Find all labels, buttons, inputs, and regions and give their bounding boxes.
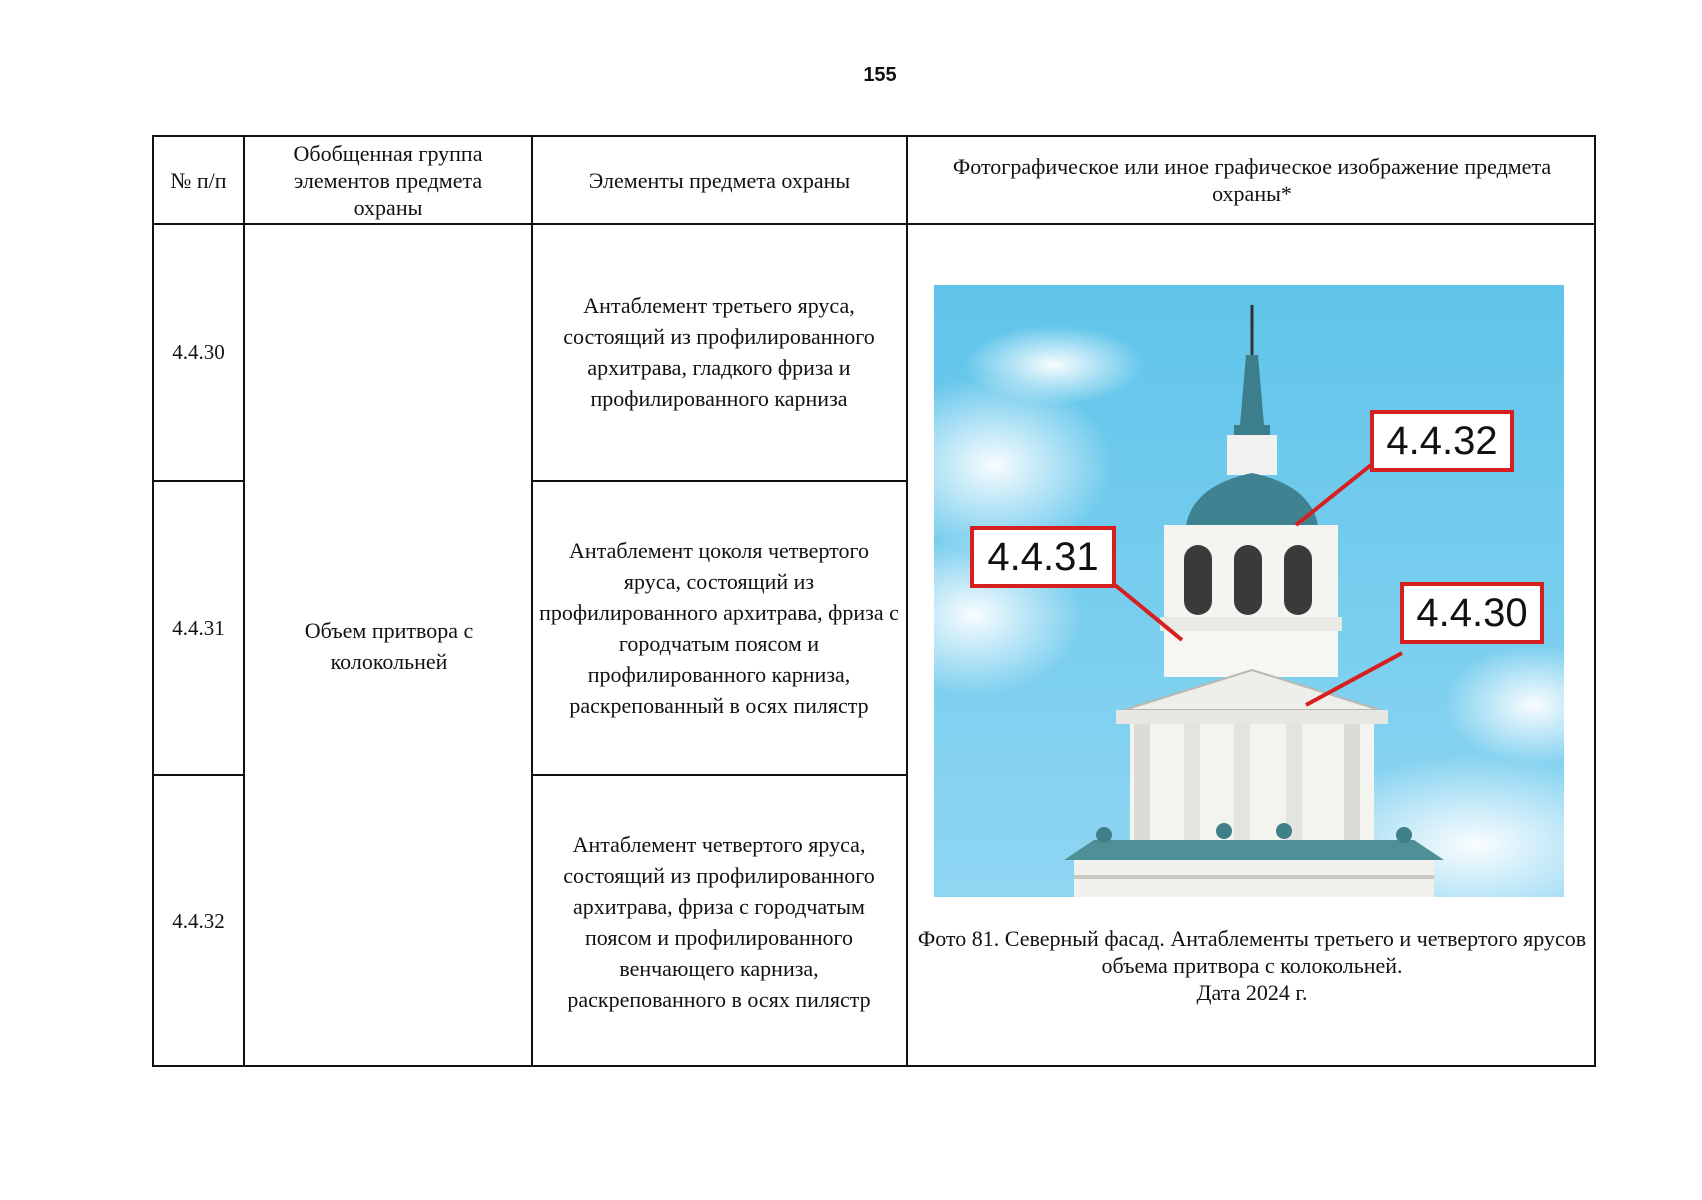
callout-label: 4.4.31 xyxy=(970,526,1116,588)
column-divider xyxy=(243,137,245,1065)
photo-caption xyxy=(906,925,1598,1006)
group-text: Объем притвора с колокольней xyxy=(304,617,474,674)
column-divider xyxy=(531,137,533,1065)
header-num: № п/п xyxy=(170,167,227,193)
header-group: Обобщенная группа элементов предмета охраны xyxy=(293,140,483,220)
header-image: Фотографическое или иное графическое изображение предмета охраны* xyxy=(952,154,1552,206)
protection-table xyxy=(152,135,1596,1067)
callout-label: 4.4.30 xyxy=(1400,582,1544,644)
header-elements: Элементы предмета охраны xyxy=(588,167,851,193)
bell-tower-photo xyxy=(934,285,1564,897)
element-description: Антаблемент четвертого яруса, состоящий из профилированного архитрава, фриза с городчатым поясом и профилированного венчающего карниза, раскрепованного в осях пилястр xyxy=(563,832,875,1012)
callout-label: 4.4.32 xyxy=(1370,410,1514,472)
caption-text: Фото 81. Северный фасад. Антаблементы третьего и четвертого ярусов объема притвора с колокольней. xyxy=(917,926,1587,978)
row-number: 4.4.32 xyxy=(172,908,225,933)
row-divider xyxy=(531,480,906,482)
row-number: 4.4.30 xyxy=(172,340,225,364)
row-divider xyxy=(531,774,906,776)
element-description: Антаблемент цоколя четвертого яруса, состоящий из профилированного архитрава, фриза с городчатым поясом и профилированного карниза, раскрепованный в осях пилястр xyxy=(539,538,899,718)
caption-date: Дата 2024 г. xyxy=(1196,980,1308,1005)
page-number: 155 xyxy=(863,64,897,86)
row-number: 4.4.31 xyxy=(172,615,225,640)
element-description: Антаблемент третьего яруса, состоящий из профилированного архитрава, гладкого фриза и профилированного карниза xyxy=(563,293,875,411)
